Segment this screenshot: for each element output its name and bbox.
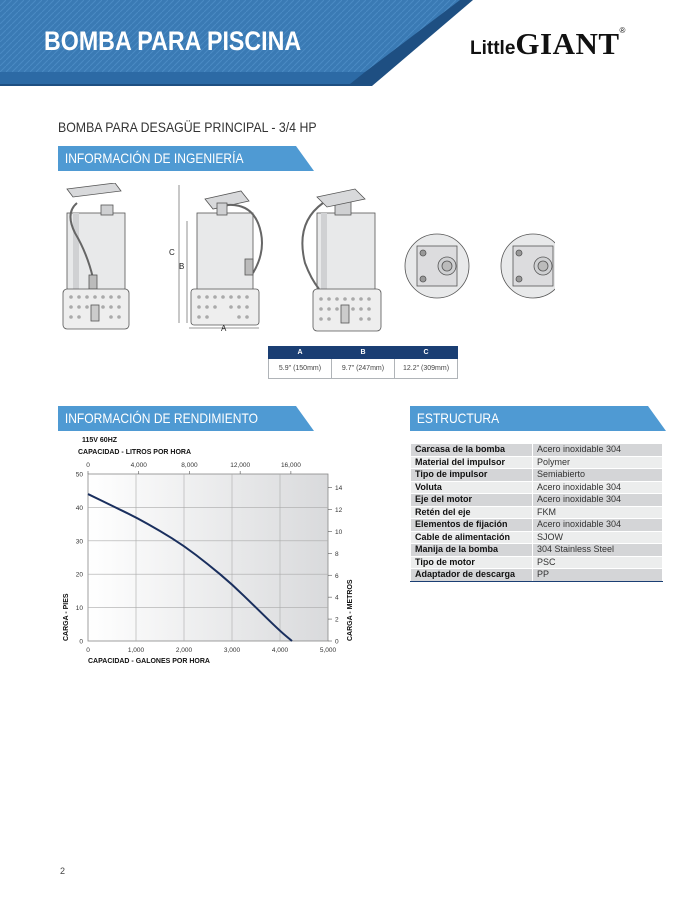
structure-value: Acero inoxidable 304 <box>533 444 663 457</box>
dimension-table <box>268 346 458 379</box>
structure-value: 304 Stainless Steel <box>533 544 663 557</box>
y2-tick-label: 2 <box>335 616 339 624</box>
dim-value-a: 5.9" (150mm) <box>269 359 332 379</box>
pump-side-view <box>302 189 381 331</box>
top-tick-label: 12,000 <box>230 462 251 469</box>
x-tick-label: 4,000 <box>271 647 289 654</box>
y2-tick-label: 6 <box>335 572 339 580</box>
structure-row <box>411 481 663 494</box>
structure-value: FKM <box>533 506 663 519</box>
y-tick-label: 10 <box>75 605 83 613</box>
y-tick-label: 50 <box>75 471 83 479</box>
structure-key: Tipo de impulsor <box>411 469 533 482</box>
y2-tick-label: 10 <box>335 528 343 536</box>
structure-value: Polymer <box>533 456 663 469</box>
performance-chart <box>54 432 364 672</box>
top-tick-label: 8,000 <box>181 462 198 469</box>
y2-axis-label: CARGA - METROS <box>347 579 354 641</box>
brand-logo <box>470 26 625 62</box>
x-tick-label: 5,000 <box>319 647 337 654</box>
top-tick-label: 0 <box>86 462 90 469</box>
structure-value: Semiabierto <box>533 469 663 482</box>
y-tick-label: 30 <box>75 538 83 546</box>
y2-tick-label: 4 <box>335 594 339 602</box>
y2-tick-label: 12 <box>335 507 343 515</box>
structure-row <box>411 456 663 469</box>
y2-tick-label: 14 <box>335 485 343 493</box>
structure-row <box>411 544 663 557</box>
x-tick-label: 1,000 <box>127 647 145 654</box>
dim-label-a: A <box>221 324 227 333</box>
dim-value-b: 9.7" (247mm) <box>332 359 395 379</box>
y-axis-label: CARGA - PIES <box>63 593 70 641</box>
logo-registered: ® <box>619 26 626 35</box>
structure-key: Adaptador de descarga <box>411 569 533 582</box>
page-number: 2 <box>60 866 66 876</box>
structure-key: Voluta <box>411 481 533 494</box>
y2-tick-label: 0 <box>335 638 339 646</box>
pump-top-view-2 <box>501 234 555 298</box>
structure-row <box>411 494 663 507</box>
logo-giant: GIANT <box>515 26 620 61</box>
product-subtitle: BOMBA PARA DESAGÜE PRINCIPAL - 3/4 HP <box>58 119 317 135</box>
structure-row <box>411 506 663 519</box>
top-axis-label: CAPACIDAD - LITROS POR HORA <box>78 449 192 456</box>
pump-drawings <box>55 183 555 333</box>
chart-title: 115V 60HZ <box>82 437 118 444</box>
dim-value-c: 12.2" (309mm) <box>395 359 458 379</box>
structure-row <box>411 531 663 544</box>
page-title: BOMBA PARA PISCINA <box>44 26 302 56</box>
structure-section-title: ESTRUCTURA <box>416 410 500 426</box>
top-tick-label: 4,000 <box>130 462 147 469</box>
top-tick-label: 16,000 <box>280 462 301 469</box>
structure-row <box>411 519 663 532</box>
structure-key: Carcasa de la bomba <box>411 444 533 457</box>
y-tick-label: 40 <box>75 504 83 512</box>
structure-value: Acero inoxidable 304 <box>533 481 663 494</box>
x-tick-label: 3,000 <box>223 647 241 654</box>
y2-tick-label: 8 <box>335 550 339 558</box>
x-axis-label: CAPACIDAD - GALONES POR HORA <box>88 658 210 665</box>
pump-dimension-view <box>179 185 262 328</box>
structure-key: Cable de alimentación <box>411 531 533 544</box>
logo-little: Little <box>470 38 516 59</box>
structure-key: Retén del eje <box>411 506 533 519</box>
structure-key: Eje del motor <box>411 494 533 507</box>
pump-front-view <box>63 183 129 329</box>
engineering-section-title: INFORMACIÓN DE INGENIERÍA <box>64 150 244 166</box>
structure-key: Elementos de fijación <box>411 519 533 532</box>
dim-header-c: C <box>395 347 458 359</box>
structure-key: Manija de la bomba <box>411 544 533 557</box>
structure-row <box>411 569 663 582</box>
dim-header-b: B <box>332 347 395 359</box>
dim-label-c: C <box>169 248 175 257</box>
x-tick-label: 2,000 <box>175 647 193 654</box>
dim-header-a: A <box>269 347 332 359</box>
structure-value: PSC <box>533 556 663 569</box>
structure-row <box>411 556 663 569</box>
plot-area <box>88 474 328 641</box>
structure-value: Acero inoxidable 304 <box>533 494 663 507</box>
structure-key: Material del impulsor <box>411 456 533 469</box>
structure-row <box>411 469 663 482</box>
structure-row <box>411 444 663 457</box>
structure-value: SJOW <box>533 531 663 544</box>
structure-value: PP <box>533 569 663 582</box>
structure-key: Tipo de motor <box>411 556 533 569</box>
x-tick-label: 0 <box>86 647 90 654</box>
dim-label-b: B <box>179 262 185 271</box>
structure-table <box>410 443 663 582</box>
structure-value: Acero inoxidable 304 <box>533 519 663 532</box>
pump-top-view-1 <box>405 234 469 298</box>
y-tick-label: 0 <box>79 638 83 646</box>
y-tick-label: 20 <box>75 571 83 579</box>
performance-section-title: INFORMACIÓN DE RENDIMIENTO <box>64 410 258 426</box>
